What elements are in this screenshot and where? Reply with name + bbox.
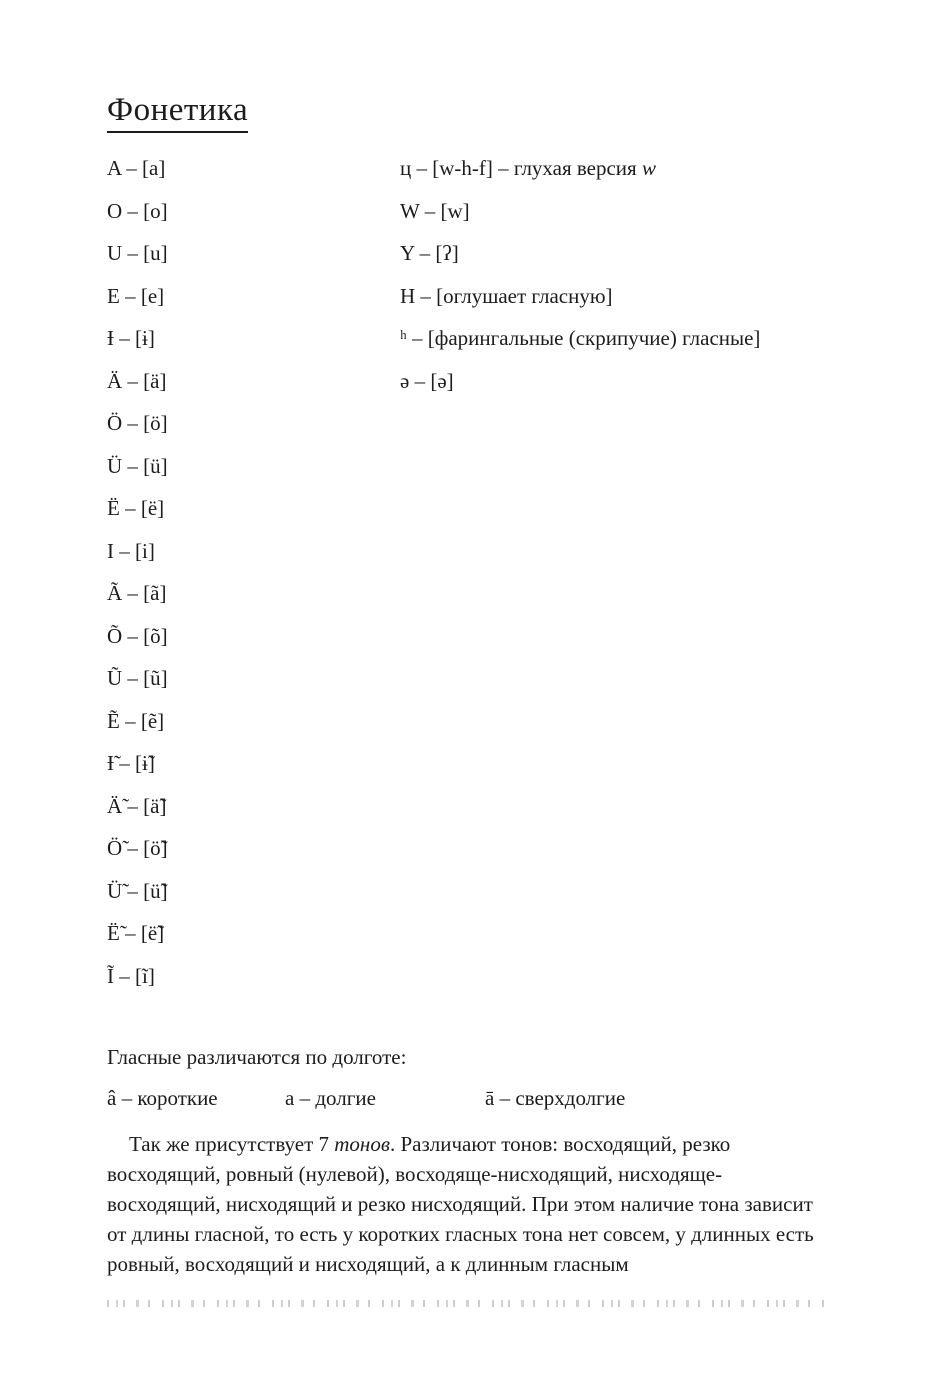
letter-symbol: Ö̃ (107, 836, 123, 861)
letter-separator: – (122, 793, 144, 818)
vowel-length-separator: – (494, 1086, 516, 1111)
vowel-length-label: короткие (137, 1086, 218, 1111)
letter-separator: – (122, 836, 144, 861)
letter-separator: – (122, 878, 144, 903)
letter-row (107, 750, 400, 793)
letter-symbol: Õ (107, 623, 123, 648)
letter-separator: – (119, 921, 141, 946)
letter-separator: – (122, 453, 144, 478)
letter-separator: – (122, 411, 144, 436)
letter-value: [ë̃] (140, 921, 165, 946)
letter-symbol: Ĩ (107, 963, 114, 988)
letter-separator: – (419, 198, 441, 223)
vowel-length-item (107, 1086, 285, 1110)
letter-symbol: Ũ (107, 666, 123, 691)
letter-value: [õ] (143, 623, 168, 648)
letter-value: [ö] (143, 411, 168, 436)
letter-row (107, 665, 400, 708)
letter-separator: – (122, 666, 144, 691)
letter-separator: – (114, 326, 135, 351)
vowel-length-item (285, 1086, 485, 1110)
letter-separator: – (114, 751, 135, 776)
letter-row (107, 453, 400, 496)
letter-value: [ʔ] (435, 241, 459, 266)
letter-symbol: H (400, 283, 416, 308)
letter-row (107, 410, 400, 453)
letter-row (107, 240, 400, 283)
letter-row (400, 240, 831, 283)
vowel-length-symbol: ā (485, 1086, 495, 1111)
letter-symbol: Ë̃ (107, 921, 120, 946)
letter-row (107, 835, 400, 878)
letter-row (107, 198, 400, 241)
letter-separator: – (114, 963, 135, 988)
letter-symbol: Ɨ (107, 326, 114, 351)
letter-value: [оглушает гласную] (436, 283, 613, 308)
letter-value: [ë] (140, 496, 165, 521)
letter-row (107, 538, 400, 581)
letter-row (107, 878, 400, 921)
letter-row (107, 623, 400, 666)
vowel-length-separator: – (116, 1086, 138, 1111)
letter-separator: – (121, 156, 143, 181)
clipped-text-line-artifact (107, 1300, 831, 1307)
letter-column-right (400, 155, 831, 1005)
vowel-length-symbol: а (285, 1086, 295, 1111)
letter-row (400, 368, 831, 411)
letter-symbol: Ë (107, 496, 120, 521)
vowel-length-symbol: â (107, 1086, 117, 1111)
letter-separator: – (122, 368, 144, 393)
page-title-text: Фонетика (107, 92, 248, 133)
vowel-length-label: сверхдолгие (515, 1086, 626, 1111)
letter-separator: – (122, 581, 144, 606)
letter-value: [ɨ] (135, 326, 155, 351)
tones-rest: . Различают тонов: восходящий, резко восходящий, ровный (нулевой), восходяще-нисходящий, нисходяще-восходящий, нисходящий и резко нисходящий. При этом наличие тона зависит от длины гласной, то есть у коротких гласных тона нет совсем, у длинных есть ровный, восходящий и нисходящий, а к длинным гласным (107, 1132, 814, 1277)
letter-separator: – (114, 538, 135, 563)
letter-value: [ə] (430, 368, 454, 393)
vowel-length-separator: – (294, 1086, 316, 1111)
vowel-length-heading: Гласные различаются по долготе: (107, 1045, 407, 1070)
letter-separator: – (122, 241, 144, 266)
letter-value: [o] (143, 198, 168, 223)
letter-separator: – (414, 241, 436, 266)
letter-value: [ä̃] (143, 793, 167, 818)
letter-value: [ẽ] (140, 708, 165, 733)
letter-symbol: I (107, 538, 114, 563)
letter-row (107, 963, 400, 1006)
letter-separator: – (119, 283, 141, 308)
letter-row (400, 198, 831, 241)
letter-value: [w-h-f] (432, 156, 493, 181)
letter-value: [w] (440, 198, 470, 223)
letter-value: [ä] (143, 368, 167, 393)
page-title (107, 92, 831, 133)
letter-row (107, 325, 400, 368)
letter-symbol: Ä (107, 368, 123, 393)
letter-row (107, 793, 400, 836)
letter-symbol: U (107, 241, 123, 266)
letter-separator: – (119, 708, 141, 733)
letter-row (107, 920, 400, 963)
letter-symbol: Ɨ̃ (107, 751, 114, 776)
letter-value: [e] (140, 283, 165, 308)
letter-row (107, 495, 400, 538)
letter-column-left (107, 155, 400, 1005)
letter-value: [ã] (143, 581, 167, 606)
letter-row (400, 325, 831, 368)
letter-value: [a] (142, 156, 166, 181)
letter-separator: – (409, 368, 431, 393)
letter-symbol: ʰ (400, 326, 407, 351)
vowel-length-item (485, 1086, 625, 1110)
letter-symbol: Ä̃ (107, 793, 123, 818)
letter-value: [i] (135, 538, 155, 563)
tones-lead: Так же присутствует 7 (129, 1132, 335, 1157)
letter-separator: – (122, 623, 144, 648)
letter-separator: – (415, 283, 437, 308)
letter-symbol: Ö (107, 411, 123, 436)
letter-symbol: ц (400, 156, 412, 181)
letter-symbol: Y (400, 241, 415, 266)
letter-symbol: A (107, 156, 122, 181)
letter-value: [ü̃] (143, 878, 168, 903)
letter-symbol: Ü̃ (107, 878, 123, 903)
letter-symbol: Ẽ (107, 708, 120, 733)
letter-row (400, 283, 831, 326)
letter-row (400, 155, 831, 198)
letter-row (107, 283, 400, 326)
letter-symbol: W (400, 198, 420, 223)
letter-value: [ĩ] (135, 963, 155, 988)
letter-note-italic: w (641, 156, 656, 181)
letter-row (107, 155, 400, 198)
letter-value: [фарингальные (скрипучие) гласные] (427, 326, 761, 351)
letter-separator: – (411, 156, 433, 181)
letter-note: – глухая версия (492, 156, 642, 181)
letter-separator: – (122, 198, 144, 223)
letter-row (107, 368, 400, 411)
vowel-length-legend (107, 1086, 831, 1110)
letter-value: [ö̃] (143, 836, 168, 861)
letter-value: [u] (143, 241, 168, 266)
letter-symbol: O (107, 198, 123, 223)
letter-separator: – (406, 326, 428, 351)
letter-separator: – (119, 496, 141, 521)
letter-value: [ü] (143, 453, 168, 478)
letter-symbol: ə (400, 368, 410, 393)
tones-paragraph (107, 1129, 831, 1279)
letter-value: [ũ] (143, 666, 168, 691)
tones-italic-word: тонов (334, 1132, 390, 1157)
letter-symbol: Ã (107, 581, 123, 606)
letter-table (107, 155, 831, 1005)
letter-value: [ɨ̃] (135, 751, 155, 776)
letter-row (107, 708, 400, 751)
letter-symbol: Ü (107, 453, 123, 478)
vowel-length-label: долгие (315, 1086, 376, 1111)
letter-symbol: E (107, 283, 120, 308)
letter-row (107, 580, 400, 623)
